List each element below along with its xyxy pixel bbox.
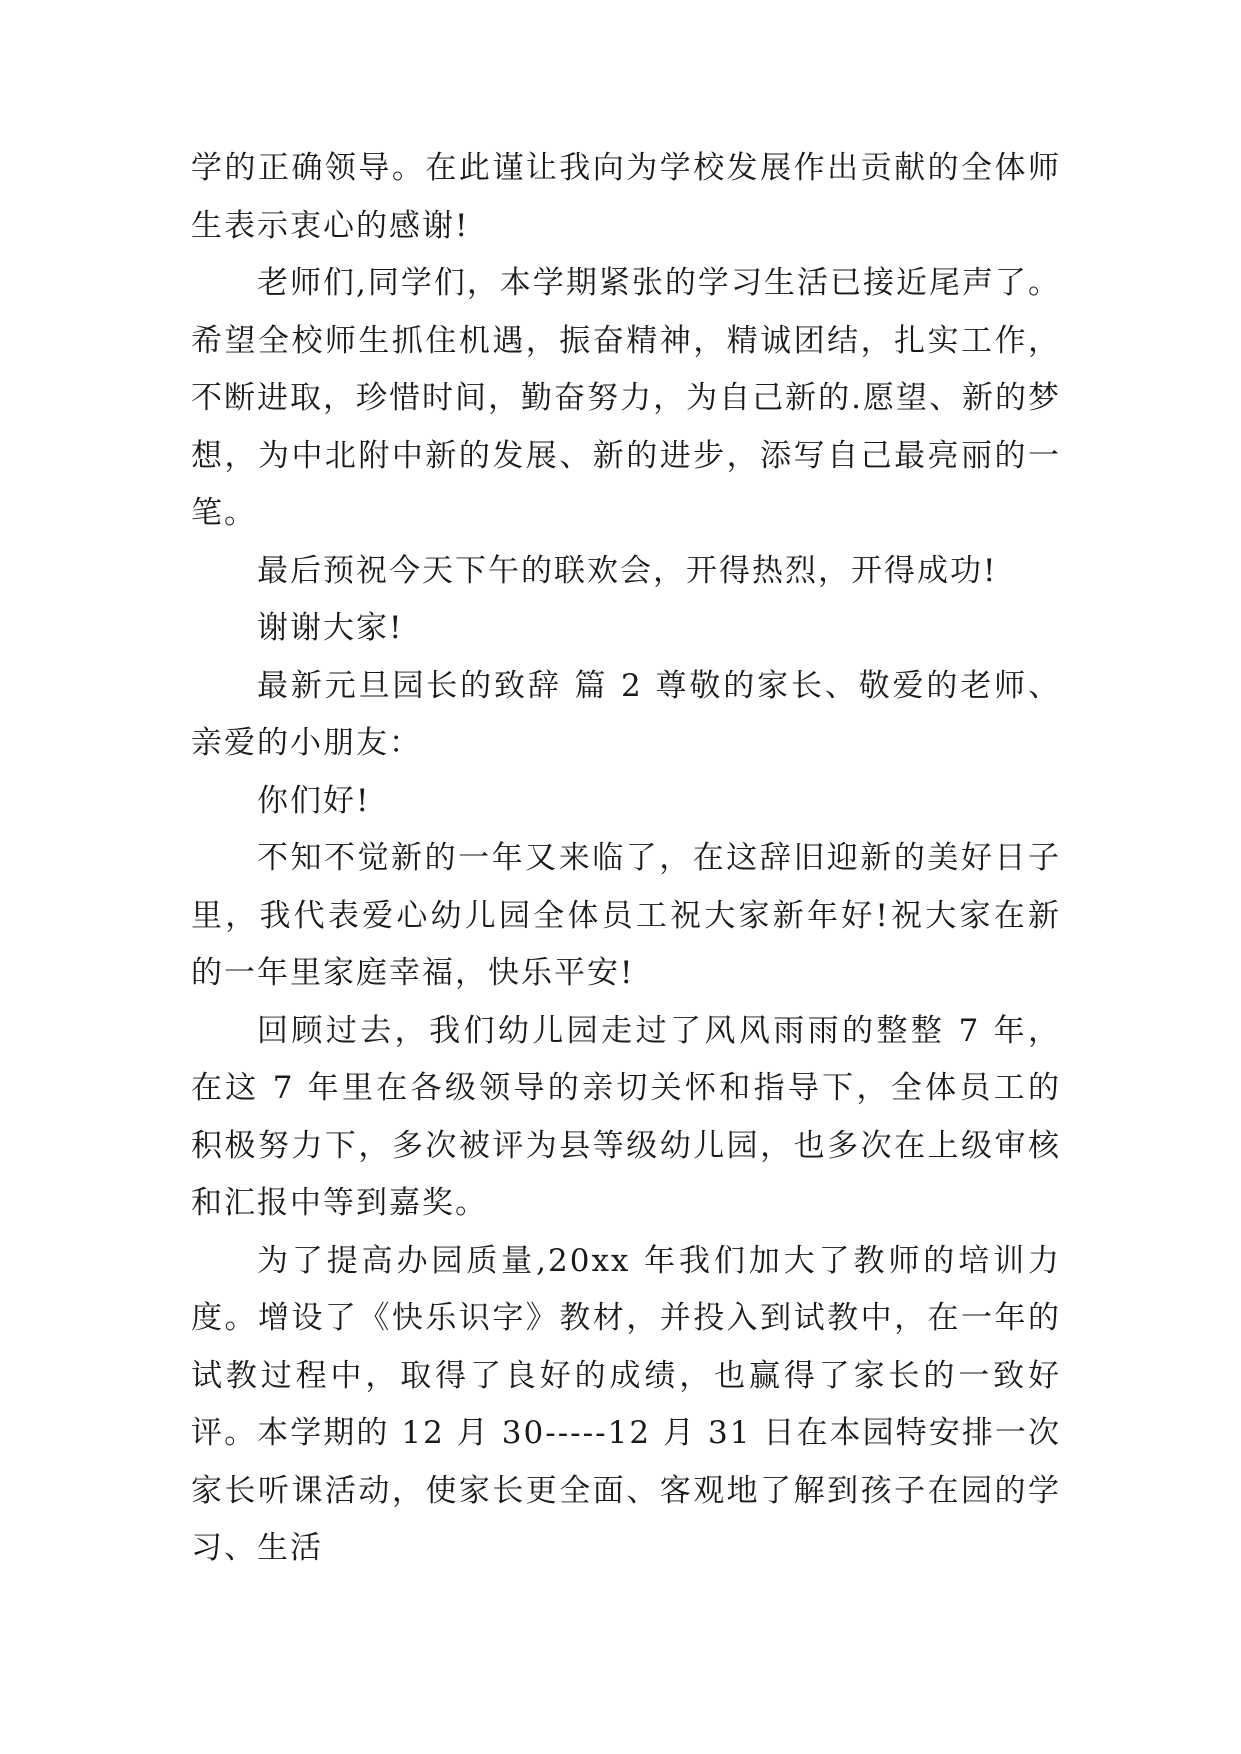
paragraph-3: 最后预祝今天下午的联欢会，开得热烈，开得成功! <box>257 552 998 589</box>
paragraph-6: 你们好! <box>257 782 371 819</box>
paragraph-4: 谢谢大家! <box>257 610 404 646</box>
paragraph-2: 老师们,同学们，本学期紧张的学习生活已接近尾声了。希望全校师生抓住机遇，振奋精神，精诚团结，扎实工作，不断进取，珍惜时间，勤奋努力，为自己新的.愿望、新的梦想，为中北附中新的发展、新的进步，添写自己最亮丽的一笔。 <box>191 265 1061 531</box>
body-text <box>191 140 1061 1578</box>
paragraph-8: 回顾过去，我们幼儿园走过了风风雨雨的整整 7 年，在这 7 年里在各级领导的亲切关怀和指导下，全体员工的积极努力下，多次被评为县等级幼儿园，也多次在上级审核和汇报中等到嘉奖。 <box>191 1012 1061 1221</box>
paragraph-1: 学的正确领导。在此谨让我向为学校发展作出贡献的全体师生表示衷心的感谢! <box>191 150 1061 244</box>
paragraph-5: 最新元旦园长的致辞 篇 2 尊敬的家长、敬爱的老师、亲爱的小朋友： <box>191 667 1061 761</box>
paragraph-9: 为了提高办园质量,20xx 年我们加大了教师的培训力度。增设了《快乐识字》教材，并投入到试教中，在一年的试教过程中，取得了良好的成绩，也赢得了家长的一致好评。本学期的 12 月 30-----12 月 31 日在本园特安排一次家长听课活动，使家长更全面、客观地了解到孩子在园的学习、生活 <box>191 1242 1061 1566</box>
paragraph-7: 不知不觉新的一年又来临了，在这辞旧迎新的美好日子里，我代表爱心幼儿园全体员工祝大家新年好!祝大家在新的一年里家庭幸福，快乐平安! <box>191 840 1061 991</box>
